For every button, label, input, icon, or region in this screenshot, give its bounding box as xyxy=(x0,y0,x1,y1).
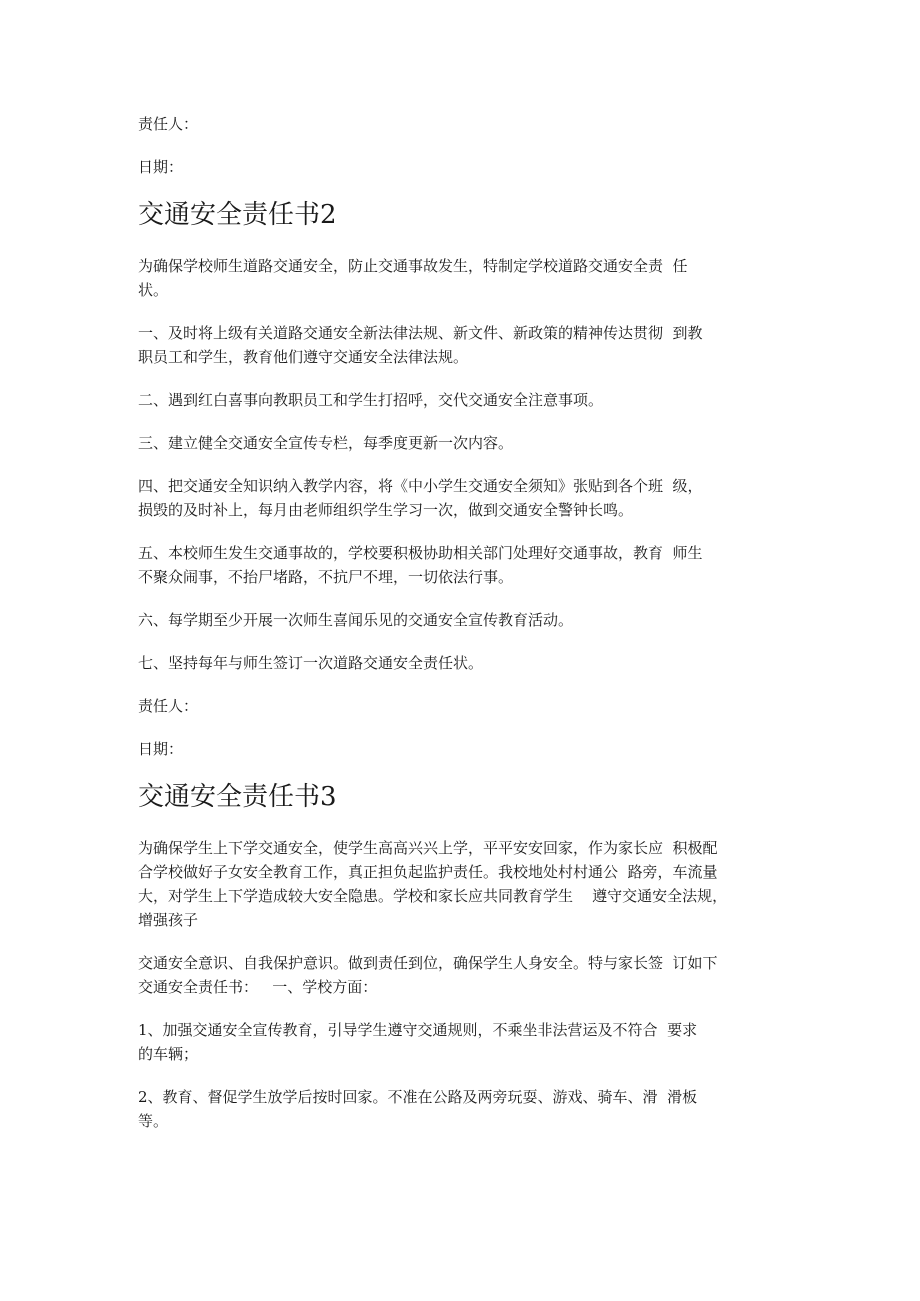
list-item: 2、教育、督促学生放学后按时回家。不准在公路及两旁玩耍、游戏、骑车、滑 滑板 等。 xyxy=(138,1088,698,1130)
paragraph: 交通安全意识、自我保护意识。做到责任到位，确保学生人身安全。特与家长签 订如下 交通安全责任书： 一、学校方面： xyxy=(138,954,718,996)
list-item: 七、坚持每年与师生签订一次道路交通安全责任状。 xyxy=(138,654,484,672)
intro-paragraph: 为确保学校师生道路交通安全，防止交通事故发生，特制定学校道路交通安全责 任 状。 xyxy=(138,257,688,299)
list-item: 二、遇到红白喜事向教职员工和学生打招呼，交代交通安全注意事项。 xyxy=(138,391,604,409)
responsible-line: 责任人： xyxy=(138,697,199,715)
section-title: 交通安全责任书2 xyxy=(138,200,337,230)
list-item: 三、建立健全交通安全宣传专栏，每季度更新一次内容。 xyxy=(138,434,514,452)
list-item: 六、每学期至少开展一次师生喜闻乐见的交通安全宣传教育活动。 xyxy=(138,611,574,629)
section-title: 交通安全责任书3 xyxy=(138,782,337,812)
date-line: 日期： xyxy=(138,740,184,758)
list-item: 四、把交通安全知识纳入教学内容，将《中小学生交通安全须知》张贴到各个班 级， 损毁的及时补上，每月由老师组织学生学习一次，做到交通安全警钟长鸣。 xyxy=(138,477,703,519)
document-body xyxy=(138,112,798,1152)
list-item: 一、及时将上级有关道路交通安全新法律法规、新文件、新政策的精神传达贯彻 到教 职员工和学生，教育他们遵守交通安全法律法规。 xyxy=(138,324,703,366)
list-item: 1、加强交通安全宣传教育，引导学生遵守交通规则，不乘坐非法营运及不符合 要求 的车辆； xyxy=(138,1021,698,1063)
section-3 xyxy=(138,780,798,1133)
responsible-line: 责任人： xyxy=(138,115,199,133)
date-line: 日期： xyxy=(138,158,184,176)
section-2 xyxy=(138,198,798,761)
paragraph: 为确保学生上下学交通安全，使学生高高兴兴上学，平平安安回家，作为家长应 积极配 合学校做好子女安全教育工作，真正担负起监护责任。我校地处村村通公 路旁，车流量 大，对学生上下学造成较大安全隐患。学校和家长应共同教育学生 遵守交通安全法规， 增强孩子 xyxy=(138,839,728,929)
list-item: 五、本校师生发生交通事故的，学校要积极协助相关部门处理好交通事故，教育 师生 不聚众闹事，不抬尸堵路，不抗尸不埋，一切依法行事。 xyxy=(138,544,703,586)
